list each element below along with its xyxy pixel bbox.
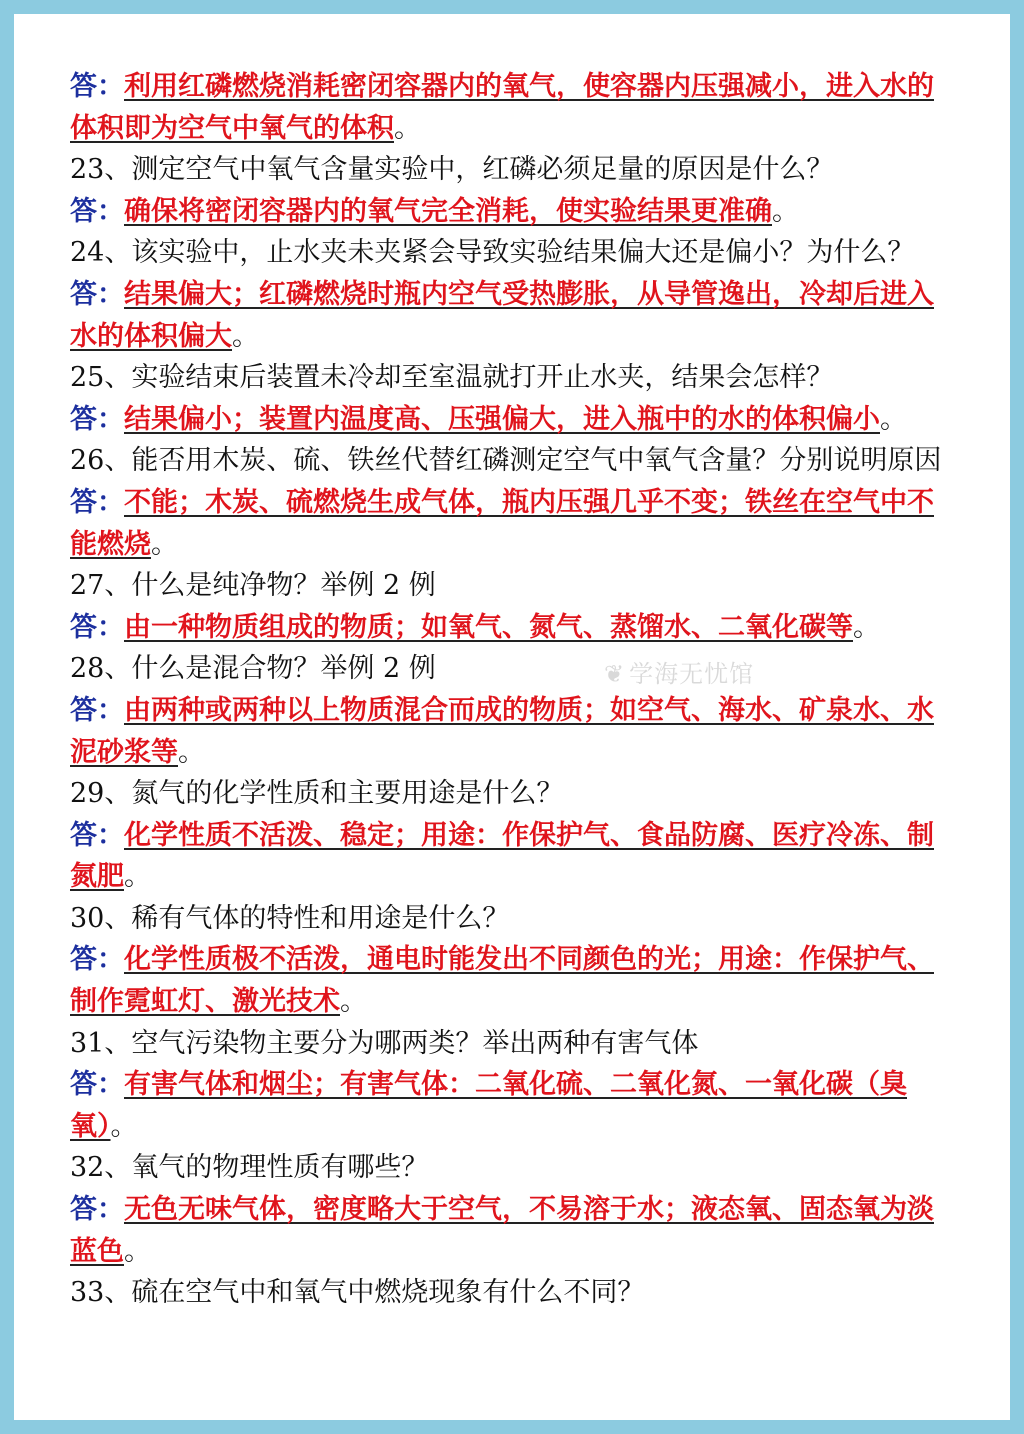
answer-label: 答： [70, 486, 124, 518]
answer-label: 答： [70, 1194, 124, 1226]
answer-block [70, 66, 954, 149]
answer-text: 利用红磷燃烧消耗密闭容器内的氧气，使容器内压强减小，进入水的体积即为空气中氧气的体积 [70, 71, 934, 144]
page-sheet [14, 14, 1010, 1420]
answer-end: 。 [394, 112, 421, 144]
question-30: 30、稀有气体的特性和用途是什么？ [70, 902, 510, 934]
answer-block [70, 939, 954, 1022]
answer-text: 化学性质不活泼、稳定；用途：作保护气、食品防腐、医疗冷冻、制氮肥 [70, 819, 934, 893]
answer-block [70, 1064, 954, 1147]
leaf-icon: ❦ [604, 660, 626, 688]
answer-block [70, 815, 954, 898]
question-23: 23、测定空气中氧气含量实验中，红磷必须足量的原因是什么？ [70, 154, 834, 186]
answer-text: 由一种物质组成的物质；如氧气、氮气、蒸馏水、二氧化碳等 [124, 611, 853, 643]
qa-list [70, 66, 954, 1314]
answer-label: 答： [70, 694, 124, 726]
answer-label: 答： [70, 819, 124, 851]
answer-text: 确保将密闭容器内的氧气完全消耗，使实验结果更准确 [124, 195, 772, 227]
answer-text: 由两种或两种以上物质混合而成的物质；如空气、海水、矿泉水、水泥砂浆等 [70, 694, 934, 768]
answer-block [70, 399, 954, 441]
answer-label: 答： [70, 611, 124, 643]
answer-text: 不能；木炭、硫燃烧生成气体，瓶内压强几乎不变；铁丝在空气中不能燃烧 [70, 486, 934, 560]
answer-block [70, 482, 954, 565]
answer-text: 结果偏大；红磷燃烧时瓶内空气受热膨胀，从导管逸出，冷却后进入水的体积偏大 [70, 278, 934, 352]
answer-end: 。 [880, 403, 907, 435]
answer-label: 答： [70, 403, 124, 435]
watermark [604, 654, 754, 689]
question-29: 29、氮气的化学性质和主要用途是什么？ [70, 778, 564, 810]
question-32: 32、氧气的物理性质有哪些？ [70, 1152, 429, 1184]
answer-end: 。 [110, 1110, 138, 1142]
answer-label: 答： [70, 278, 124, 310]
question-24: 24、该实验中，止水夹未夹紧会导致实验结果偏大还是偏小？为什么？ [70, 237, 915, 269]
answer-label: 答： [70, 1069, 124, 1101]
question-27: 27、什么是纯净物？举例 2 例 [70, 570, 436, 602]
watermark-text: 学海无忧馆 [629, 660, 755, 688]
answer-block [70, 690, 954, 773]
answer-text: 无色无味气体，密度略大于空气，不易溶于水；液态氧、固态氧为淡蓝色 [70, 1194, 934, 1267]
question-31: 31、空气污染物主要分为哪两类？举出两种有害气体 [70, 1027, 699, 1059]
answer-block [70, 274, 954, 357]
answer-block [70, 191, 954, 233]
answer-label: 答： [70, 195, 124, 227]
answer-text: 有害气体和烟尘；有害气体：二氧化硫、二氧化氮、一氧化碳（臭氧） [70, 1069, 907, 1142]
answer-end: 。 [853, 611, 880, 643]
question-28: 28、什么是混合物？举例 2 例 [70, 653, 436, 685]
answer-end: 。 [340, 986, 367, 1018]
answer-label: 答： [70, 71, 124, 102]
answer-block [70, 607, 954, 649]
answer-end: 。 [124, 1235, 151, 1267]
question-33: 33、硫在空气中和氧气中燃烧现象有什么不同？ [70, 1277, 645, 1309]
answer-end: 。 [124, 861, 151, 893]
answer-block [70, 1189, 954, 1272]
question-25: 25、实验结束后装置未冷却至室温就打开止水夹，结果会怎样？ [70, 362, 834, 394]
question-26: 26、能否用木炭、硫、铁丝代替红磷测定空气中氧气含量？分别说明原因 [70, 445, 942, 477]
answer-text: 结果偏小；装置内温度高、压强偏大，进入瓶中的水的体积偏小 [124, 403, 880, 435]
answer-end: 。 [151, 528, 178, 560]
answer-end: 。 [772, 195, 799, 227]
answer-label: 答： [70, 944, 124, 976]
answer-end: 。 [178, 736, 205, 768]
answer-end: 。 [232, 320, 259, 352]
answer-text: 化学性质极不活泼，通电时能发出不同颜色的光；用途：作保护气、制作霓虹灯、激光技术 [70, 944, 934, 1018]
